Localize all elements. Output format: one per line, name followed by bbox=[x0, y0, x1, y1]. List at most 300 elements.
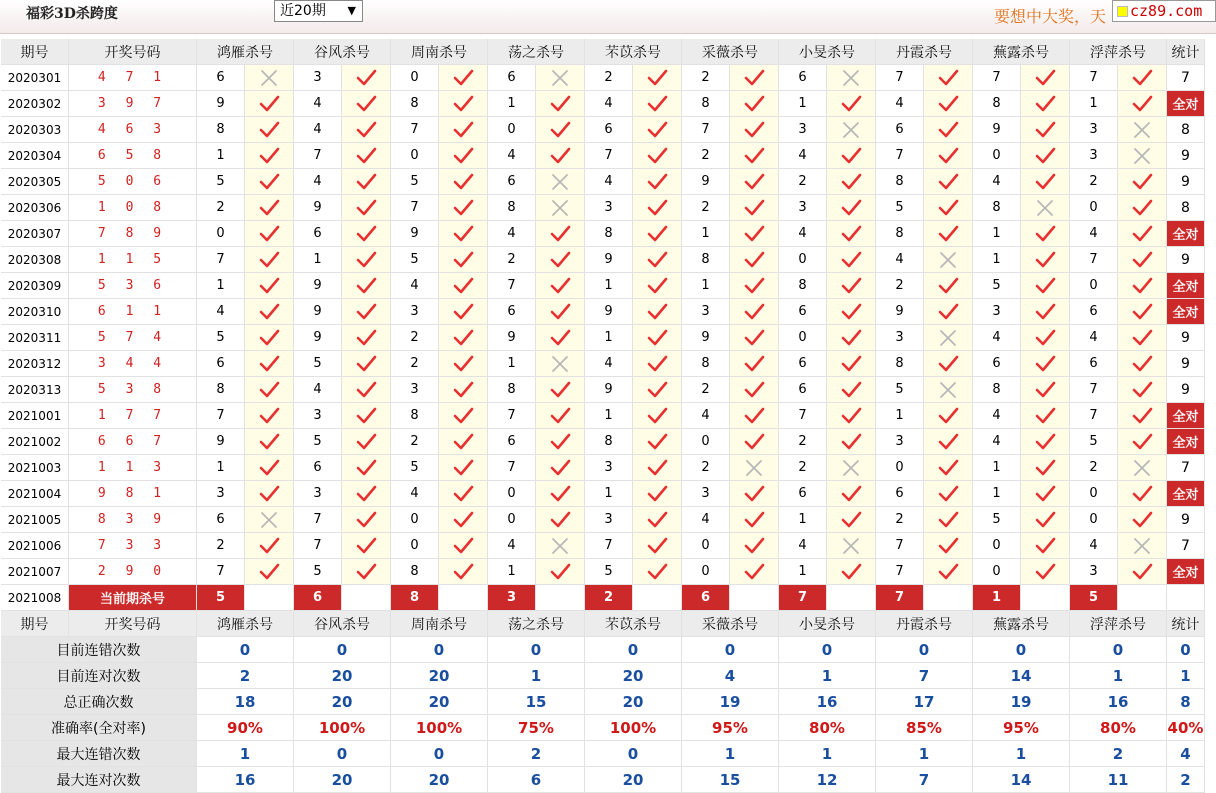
check-icon bbox=[1021, 533, 1070, 559]
current-kill-empty bbox=[827, 585, 876, 611]
kill-number: 7 bbox=[294, 533, 342, 559]
header-bar bbox=[0, 0, 1216, 34]
kill-number: 0 bbox=[1070, 507, 1118, 533]
check-icon bbox=[439, 117, 488, 143]
kill-number: 2 bbox=[1070, 455, 1118, 481]
check-icon bbox=[633, 559, 682, 585]
kill-number: 4 bbox=[197, 299, 245, 325]
column-header-expert[interactable]: 浮萍杀号 bbox=[1070, 611, 1167, 637]
check-icon bbox=[342, 65, 391, 91]
kill-number: 7 bbox=[391, 195, 439, 221]
stat-row-value: 20 bbox=[585, 767, 682, 793]
check-icon bbox=[1021, 273, 1070, 299]
cross-icon bbox=[536, 351, 585, 377]
column-header-period: 期号 bbox=[1, 611, 69, 637]
column-header-expert[interactable]: 蕪露杀号 bbox=[973, 39, 1070, 65]
stat-value: 7 bbox=[1167, 65, 1205, 91]
stat-row-value: 2 bbox=[197, 663, 294, 689]
column-header-numbers: 开奖号码 bbox=[69, 39, 197, 65]
kill-number: 3 bbox=[1070, 143, 1118, 169]
cross-icon bbox=[536, 169, 585, 195]
kill-number: 7 bbox=[1070, 65, 1118, 91]
column-header-expert[interactable]: 蕪露杀号 bbox=[973, 611, 1070, 637]
cross-icon bbox=[827, 533, 876, 559]
kill-number: 7 bbox=[197, 247, 245, 273]
stat-value: 8 bbox=[1167, 195, 1205, 221]
kill-number: 3 bbox=[585, 507, 633, 533]
stat-row-value: 100% bbox=[391, 715, 488, 741]
kill-number: 6 bbox=[779, 481, 827, 507]
check-icon bbox=[730, 273, 779, 299]
stat-row-value: 18 bbox=[197, 689, 294, 715]
stat-row-value: 7 bbox=[876, 663, 973, 689]
kill-number: 3 bbox=[682, 481, 730, 507]
check-icon bbox=[439, 221, 488, 247]
kill-number: 2 bbox=[682, 65, 730, 91]
current-kill-number: 1 bbox=[973, 585, 1021, 611]
stat-row-value: 16 bbox=[197, 767, 294, 793]
kill-number: 5 bbox=[197, 325, 245, 351]
stat-row-value: 19 bbox=[973, 689, 1070, 715]
kill-number: 6 bbox=[197, 351, 245, 377]
check-icon bbox=[245, 143, 294, 169]
column-header-expert[interactable]: 采薇杀号 bbox=[682, 39, 779, 65]
stat-row-label: 最大连对次数 bbox=[1, 767, 197, 793]
check-icon bbox=[342, 117, 391, 143]
cross-icon bbox=[536, 65, 585, 91]
kill-number: 8 bbox=[391, 91, 439, 117]
kill-number: 7 bbox=[197, 403, 245, 429]
slogan-text[interactable]: 要想中大奖，天 bbox=[994, 7, 1107, 26]
kill-number: 1 bbox=[585, 273, 633, 299]
stat-row-value: 11 bbox=[1070, 767, 1167, 793]
stat-row-value: 16 bbox=[779, 689, 876, 715]
column-header-expert[interactable]: 芣苡杀号 bbox=[585, 39, 682, 65]
stat-row-value: 6 bbox=[488, 767, 585, 793]
kill-number: 7 bbox=[294, 143, 342, 169]
kill-number: 2 bbox=[1070, 169, 1118, 195]
kill-number: 4 bbox=[488, 221, 536, 247]
check-icon bbox=[439, 169, 488, 195]
draw-numbers: 1 1 5 bbox=[69, 247, 197, 273]
kill-number: 9 bbox=[585, 299, 633, 325]
check-icon bbox=[245, 455, 294, 481]
kill-number: 8 bbox=[197, 117, 245, 143]
column-header-expert[interactable]: 丹霞杀号 bbox=[876, 611, 973, 637]
kill-number: 7 bbox=[876, 533, 924, 559]
column-header-expert[interactable]: 荡之杀号 bbox=[488, 39, 585, 65]
kill-number: 8 bbox=[973, 195, 1021, 221]
check-icon bbox=[439, 455, 488, 481]
kill-number: 1 bbox=[973, 221, 1021, 247]
check-icon bbox=[924, 351, 973, 377]
check-icon bbox=[245, 299, 294, 325]
stat-row-value: 14 bbox=[973, 663, 1070, 689]
check-icon bbox=[1021, 351, 1070, 377]
check-icon bbox=[730, 169, 779, 195]
kill-number: 7 bbox=[876, 559, 924, 585]
badge-square-icon bbox=[1117, 6, 1128, 17]
kill-number: 1 bbox=[973, 481, 1021, 507]
kill-number: 3 bbox=[1070, 559, 1118, 585]
check-icon bbox=[342, 455, 391, 481]
kill-number: 0 bbox=[1070, 481, 1118, 507]
period-cell: 2021003 bbox=[1, 455, 69, 481]
check-icon bbox=[342, 481, 391, 507]
kill-number: 0 bbox=[488, 117, 536, 143]
kill-number: 4 bbox=[391, 273, 439, 299]
draw-numbers: 6 6 7 bbox=[69, 429, 197, 455]
check-icon bbox=[1118, 273, 1167, 299]
check-icon bbox=[827, 221, 876, 247]
period-cell: 2020306 bbox=[1, 195, 69, 221]
current-kill-number: 3 bbox=[488, 585, 536, 611]
site-badge[interactable] bbox=[1112, 0, 1216, 22]
kill-number: 5 bbox=[585, 559, 633, 585]
stat-row-total: 40% bbox=[1167, 715, 1205, 741]
check-icon bbox=[633, 195, 682, 221]
check-icon bbox=[730, 195, 779, 221]
kill-number: 9 bbox=[391, 221, 439, 247]
column-header-stat: 统计 bbox=[1167, 611, 1205, 637]
check-icon bbox=[439, 325, 488, 351]
period-cell: 2020310 bbox=[1, 299, 69, 325]
check-icon bbox=[536, 273, 585, 299]
draw-numbers: 7 8 9 bbox=[69, 221, 197, 247]
stat-row-value: 2 bbox=[1070, 741, 1167, 767]
check-icon bbox=[730, 481, 779, 507]
check-icon bbox=[245, 195, 294, 221]
kill-number: 1 bbox=[682, 273, 730, 299]
kill-number: 7 bbox=[488, 403, 536, 429]
stat-row-value: 1 bbox=[973, 741, 1070, 767]
check-icon bbox=[439, 273, 488, 299]
check-icon bbox=[439, 195, 488, 221]
check-icon bbox=[1118, 507, 1167, 533]
cross-icon bbox=[924, 325, 973, 351]
period-cell: 2020304 bbox=[1, 143, 69, 169]
stat-row-value: 1 bbox=[197, 741, 294, 767]
kill-number: 2 bbox=[391, 429, 439, 455]
kill-number: 7 bbox=[197, 559, 245, 585]
stat-row-value: 20 bbox=[294, 663, 391, 689]
check-icon bbox=[536, 299, 585, 325]
kill-number: 0 bbox=[391, 507, 439, 533]
period-cell: 2021005 bbox=[1, 507, 69, 533]
check-icon bbox=[633, 403, 682, 429]
check-icon bbox=[1118, 351, 1167, 377]
check-icon bbox=[342, 247, 391, 273]
stat-row-value: 0 bbox=[197, 637, 294, 663]
check-icon bbox=[1021, 559, 1070, 585]
current-kill-number: 8 bbox=[391, 585, 439, 611]
kill-number: 6 bbox=[779, 299, 827, 325]
check-icon bbox=[827, 507, 876, 533]
kill-number: 1 bbox=[197, 143, 245, 169]
kill-number: 7 bbox=[973, 65, 1021, 91]
kill-number: 9 bbox=[294, 195, 342, 221]
check-icon bbox=[730, 91, 779, 117]
column-header-expert[interactable]: 浮萍杀号 bbox=[1070, 39, 1167, 65]
kill-number: 7 bbox=[1070, 403, 1118, 429]
current-kill-label: 当前期杀号 bbox=[69, 585, 197, 611]
kill-number: 3 bbox=[294, 403, 342, 429]
kill-number: 7 bbox=[488, 273, 536, 299]
check-icon bbox=[730, 559, 779, 585]
stat-badge-all-correct: 全对 bbox=[1167, 559, 1205, 585]
kill-number: 4 bbox=[779, 221, 827, 247]
kill-number: 4 bbox=[973, 429, 1021, 455]
kill-number: 3 bbox=[876, 429, 924, 455]
check-icon bbox=[1021, 377, 1070, 403]
check-icon bbox=[1021, 247, 1070, 273]
cross-icon bbox=[827, 117, 876, 143]
draw-numbers: 6 1 1 bbox=[69, 299, 197, 325]
period-cell: 2020307 bbox=[1, 221, 69, 247]
check-icon bbox=[245, 247, 294, 273]
check-icon bbox=[439, 559, 488, 585]
kill-number: 5 bbox=[876, 195, 924, 221]
dropdown-arrow-icon: ▼ bbox=[347, 4, 356, 17]
kill-number: 2 bbox=[391, 325, 439, 351]
check-icon bbox=[245, 429, 294, 455]
check-icon bbox=[1118, 481, 1167, 507]
kill-number: 1 bbox=[973, 455, 1021, 481]
check-icon bbox=[245, 169, 294, 195]
period-cell: 2021008 bbox=[1, 585, 69, 611]
kill-number: 1 bbox=[197, 455, 245, 481]
site-name: cz89.com bbox=[1130, 2, 1203, 20]
kill-number: 0 bbox=[682, 429, 730, 455]
stat-value: 7 bbox=[1167, 455, 1205, 481]
stat-row-total: 2 bbox=[1167, 767, 1205, 793]
check-icon bbox=[245, 481, 294, 507]
stat-badge-all-correct: 全对 bbox=[1167, 429, 1205, 455]
check-icon bbox=[730, 117, 779, 143]
period-cell: 2020303 bbox=[1, 117, 69, 143]
stat-row-value: 75% bbox=[488, 715, 585, 741]
column-header-expert[interactable]: 采薇杀号 bbox=[682, 611, 779, 637]
cross-icon bbox=[1118, 533, 1167, 559]
check-icon bbox=[1118, 65, 1167, 91]
check-icon bbox=[1118, 403, 1167, 429]
kill-number: 4 bbox=[488, 533, 536, 559]
column-header-expert[interactable]: 荡之杀号 bbox=[488, 611, 585, 637]
check-icon bbox=[827, 273, 876, 299]
check-icon bbox=[536, 559, 585, 585]
kill-number: 8 bbox=[876, 221, 924, 247]
stat-value: 7 bbox=[1167, 533, 1205, 559]
stat-row-value: 20 bbox=[391, 663, 488, 689]
check-icon bbox=[924, 507, 973, 533]
check-icon bbox=[633, 143, 682, 169]
check-icon bbox=[827, 559, 876, 585]
draw-numbers: 8 3 9 bbox=[69, 507, 197, 533]
kill-number: 8 bbox=[391, 403, 439, 429]
column-header-expert[interactable]: 芣苡杀号 bbox=[585, 611, 682, 637]
kill-number: 4 bbox=[1070, 533, 1118, 559]
check-icon bbox=[730, 429, 779, 455]
kill-number: 1 bbox=[197, 273, 245, 299]
check-icon bbox=[342, 429, 391, 455]
check-icon bbox=[342, 273, 391, 299]
period-select[interactable] bbox=[274, 0, 363, 22]
kill-number: 8 bbox=[682, 91, 730, 117]
kill-number: 1 bbox=[973, 247, 1021, 273]
check-icon bbox=[342, 507, 391, 533]
stat-row-value: 20 bbox=[585, 689, 682, 715]
stat-row-value: 17 bbox=[876, 689, 973, 715]
stat-row-value: 7 bbox=[876, 767, 973, 793]
cross-icon bbox=[245, 65, 294, 91]
kill-number: 9 bbox=[197, 429, 245, 455]
cross-icon bbox=[1118, 455, 1167, 481]
check-icon bbox=[1021, 325, 1070, 351]
check-icon bbox=[924, 273, 973, 299]
kill-number: 4 bbox=[779, 533, 827, 559]
kill-number: 0 bbox=[391, 533, 439, 559]
cross-icon bbox=[245, 507, 294, 533]
kill-number: 5 bbox=[1070, 429, 1118, 455]
kill-number: 2 bbox=[876, 273, 924, 299]
draw-numbers: 7 3 3 bbox=[69, 533, 197, 559]
kill-number: 8 bbox=[876, 351, 924, 377]
check-icon bbox=[1021, 65, 1070, 91]
check-icon bbox=[245, 351, 294, 377]
kill-number: 6 bbox=[488, 65, 536, 91]
column-header-period: 期号 bbox=[1, 39, 69, 65]
column-header-expert[interactable]: 丹霞杀号 bbox=[876, 39, 973, 65]
current-kill-empty bbox=[1118, 585, 1167, 611]
kill-number: 6 bbox=[779, 351, 827, 377]
stat-row-value: 1 bbox=[876, 741, 973, 767]
kill-number: 5 bbox=[197, 169, 245, 195]
kill-number: 4 bbox=[973, 325, 1021, 351]
check-icon bbox=[827, 481, 876, 507]
check-icon bbox=[536, 91, 585, 117]
kill-number: 2 bbox=[585, 65, 633, 91]
kill-number: 4 bbox=[294, 377, 342, 403]
current-kill-empty bbox=[730, 585, 779, 611]
check-icon bbox=[536, 325, 585, 351]
stat-row-value: 4 bbox=[682, 663, 779, 689]
kill-number: 1 bbox=[585, 481, 633, 507]
kill-number: 9 bbox=[585, 377, 633, 403]
period-cell: 2020308 bbox=[1, 247, 69, 273]
column-header-expert[interactable]: 鸿雁杀号 bbox=[197, 39, 294, 65]
kill-number: 9 bbox=[876, 299, 924, 325]
kill-number: 3 bbox=[294, 481, 342, 507]
check-icon bbox=[924, 455, 973, 481]
stat-badge-all-correct: 全对 bbox=[1167, 91, 1205, 117]
stat-row-value: 1 bbox=[779, 663, 876, 689]
kill-number: 3 bbox=[779, 195, 827, 221]
period-cell: 2021001 bbox=[1, 403, 69, 429]
current-kill-empty bbox=[924, 585, 973, 611]
column-header-expert[interactable]: 周南杀号 bbox=[391, 39, 488, 65]
period-cell: 2021002 bbox=[1, 429, 69, 455]
check-icon bbox=[633, 533, 682, 559]
kill-number: 7 bbox=[1070, 247, 1118, 273]
kill-number: 9 bbox=[973, 117, 1021, 143]
column-header-expert[interactable]: 鸿雁杀号 bbox=[197, 611, 294, 637]
column-header-expert[interactable]: 小旻杀号 bbox=[779, 611, 876, 637]
current-kill-number: 6 bbox=[682, 585, 730, 611]
column-header-expert[interactable]: 小旻杀号 bbox=[779, 39, 876, 65]
check-icon bbox=[1021, 455, 1070, 481]
column-header-expert[interactable]: 谷风杀号 bbox=[294, 611, 391, 637]
stat-row-value: 0 bbox=[391, 637, 488, 663]
check-icon bbox=[536, 455, 585, 481]
cross-icon bbox=[730, 455, 779, 481]
draw-numbers: 1 0 8 bbox=[69, 195, 197, 221]
stat-value: 9 bbox=[1167, 143, 1205, 169]
kill-number: 0 bbox=[779, 325, 827, 351]
check-icon bbox=[439, 65, 488, 91]
draw-numbers: 5 0 6 bbox=[69, 169, 197, 195]
period-cell: 2021007 bbox=[1, 559, 69, 585]
stat-row-value: 0 bbox=[876, 637, 973, 663]
kill-number: 7 bbox=[294, 507, 342, 533]
draw-numbers: 4 7 1 bbox=[69, 65, 197, 91]
check-icon bbox=[633, 247, 682, 273]
kill-number: 8 bbox=[682, 247, 730, 273]
stat-row-total: 8 bbox=[1167, 689, 1205, 715]
stat-row-value: 15 bbox=[682, 767, 779, 793]
check-icon bbox=[827, 325, 876, 351]
kill-number: 3 bbox=[1070, 117, 1118, 143]
draw-numbers: 5 3 6 bbox=[69, 273, 197, 299]
check-icon bbox=[1021, 429, 1070, 455]
current-kill-empty bbox=[342, 585, 391, 611]
kill-number: 6 bbox=[585, 117, 633, 143]
kill-number: 0 bbox=[391, 65, 439, 91]
check-icon bbox=[439, 247, 488, 273]
kill-number: 0 bbox=[779, 247, 827, 273]
kill-number: 3 bbox=[585, 195, 633, 221]
stat-row-value: 1 bbox=[779, 741, 876, 767]
stat-row-value: 19 bbox=[682, 689, 779, 715]
kill-number: 6 bbox=[779, 65, 827, 91]
current-kill-stat-empty bbox=[1167, 585, 1205, 611]
kill-number: 6 bbox=[876, 117, 924, 143]
kill-number: 9 bbox=[585, 247, 633, 273]
column-header-expert[interactable]: 周南杀号 bbox=[391, 611, 488, 637]
stat-value: 9 bbox=[1167, 507, 1205, 533]
check-icon bbox=[1118, 195, 1167, 221]
check-icon bbox=[730, 403, 779, 429]
kill-number: 8 bbox=[197, 377, 245, 403]
check-icon bbox=[633, 507, 682, 533]
kill-number: 8 bbox=[488, 377, 536, 403]
kill-number: 6 bbox=[488, 429, 536, 455]
kill-number: 8 bbox=[779, 273, 827, 299]
check-icon bbox=[633, 429, 682, 455]
check-icon bbox=[924, 533, 973, 559]
stat-value: 9 bbox=[1167, 169, 1205, 195]
draw-numbers: 5 7 4 bbox=[69, 325, 197, 351]
current-kill-number: 2 bbox=[585, 585, 633, 611]
period-cell: 2021006 bbox=[1, 533, 69, 559]
stat-value: 9 bbox=[1167, 325, 1205, 351]
kill-number: 6 bbox=[197, 507, 245, 533]
kill-number: 8 bbox=[488, 195, 536, 221]
stat-row-value: 95% bbox=[682, 715, 779, 741]
check-icon bbox=[536, 117, 585, 143]
cross-icon bbox=[536, 195, 585, 221]
check-icon bbox=[924, 559, 973, 585]
column-header-expert[interactable]: 谷风杀号 bbox=[294, 39, 391, 65]
